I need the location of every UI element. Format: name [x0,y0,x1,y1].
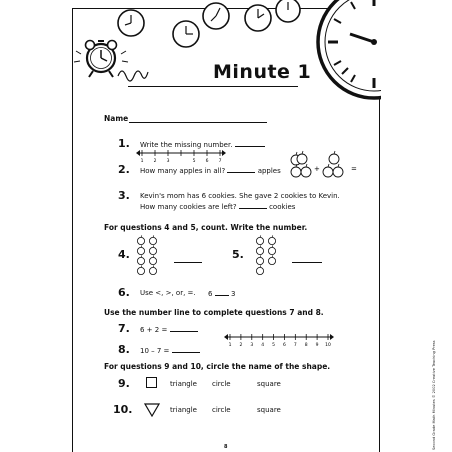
question-text: 6 + 2 = [140,325,198,335]
number-line-label: 5 [192,159,196,163]
number-line-label: 7 [293,343,297,347]
answer-blank[interactable] [170,325,198,332]
choice-square[interactable]: square [257,380,281,388]
number-line-label: 8 [304,343,308,347]
number-line-label: 1 [140,159,144,163]
copyright-note: Second Grade Math Minutes © 2002 Creative Teaching Press [432,340,436,450]
number-line-label: 6 [283,343,286,347]
number-line-1 [136,149,226,163]
question-number: 9. [118,377,130,390]
wall-clock-icon [203,3,229,29]
number-line-label: 4 [261,343,265,347]
apple-count-group-5 [254,235,286,277]
number-line-label: 7 [218,159,222,163]
answer-blank[interactable] [172,346,200,353]
arrow-head-icon [222,150,226,156]
arrow-head-icon [330,334,334,340]
number-line-label: 9 [315,343,319,347]
question-number: 4. [118,248,130,261]
number-line-label: 10 [325,343,331,347]
number-line-label: 6 [205,159,209,163]
wall-clock-icon [173,21,199,47]
section-heading: For questions 9 and 10, circle the name of the shape. [104,362,331,371]
section-heading: Use the number line to complete questions 7 and 8. [104,308,324,317]
squiggle-decoration [118,71,148,81]
question-number: 5. [232,248,244,261]
number-line-label: 2 [239,343,243,347]
answer-blank[interactable] [292,256,322,263]
answer-blank[interactable] [227,166,255,173]
triangle-shape [144,403,160,417]
choice-triangle[interactable]: triangle [170,406,197,414]
question-text: Use <, >, or, =. [140,289,196,297]
question-text: How many apples in all? apples [140,167,281,175]
number-line-label: 3 [250,343,254,347]
number-line-2 [224,333,334,347]
apple-count-group-4 [135,235,167,277]
square-shape [146,377,157,388]
choice-circle[interactable]: circle [212,380,231,388]
plus-sign: + [314,165,320,173]
question-number: 10. [113,403,133,416]
wall-clock-icon [245,5,271,31]
apples-group [286,150,366,184]
choice-circle[interactable]: circle [212,406,231,414]
answer-blank[interactable] [239,202,267,209]
title-underline [128,86,298,87]
answer-blank[interactable] [174,256,202,263]
number-line-label: 5 [272,343,275,347]
name-field[interactable] [129,122,267,123]
number-line-label: 1 [228,343,232,347]
page-title: Minute 1 [213,61,312,83]
choice-triangle[interactable]: triangle [170,380,197,388]
number-line-label: 2 [153,159,157,163]
page-number: 8 [224,444,228,450]
number-line-label: 3 [166,159,170,163]
question-number: 1. [118,137,130,150]
wall-clock-icon [276,0,300,22]
name-label: Name [104,114,129,123]
arrow-head-icon [224,334,228,340]
comparison-expression: 6 3 [208,290,236,298]
equals-sign: = [351,165,357,173]
question-number: 8. [118,343,130,356]
question-text: 10 – 7 = [140,346,200,356]
choice-square[interactable]: square [257,406,281,414]
arrow-head-icon [136,150,140,156]
answer-blank[interactable] [235,140,265,147]
answer-blank[interactable] [215,289,229,296]
question-number: 7. [118,322,130,335]
question-text: How many cookies are left? cookies [140,203,296,211]
question-number: 6. [118,286,130,299]
question-number: 2. [118,163,130,176]
question-text: Kevin's mom has 6 cookies. She gave 2 cookies to Kevin. [140,192,340,200]
question-number: 3. [118,189,130,202]
wall-clock-icon [118,10,144,36]
section-heading: For questions 4 and 5, count. Write the number. [104,223,308,232]
apple-icon [137,235,144,244]
question-text: Write the missing number. [140,140,265,150]
